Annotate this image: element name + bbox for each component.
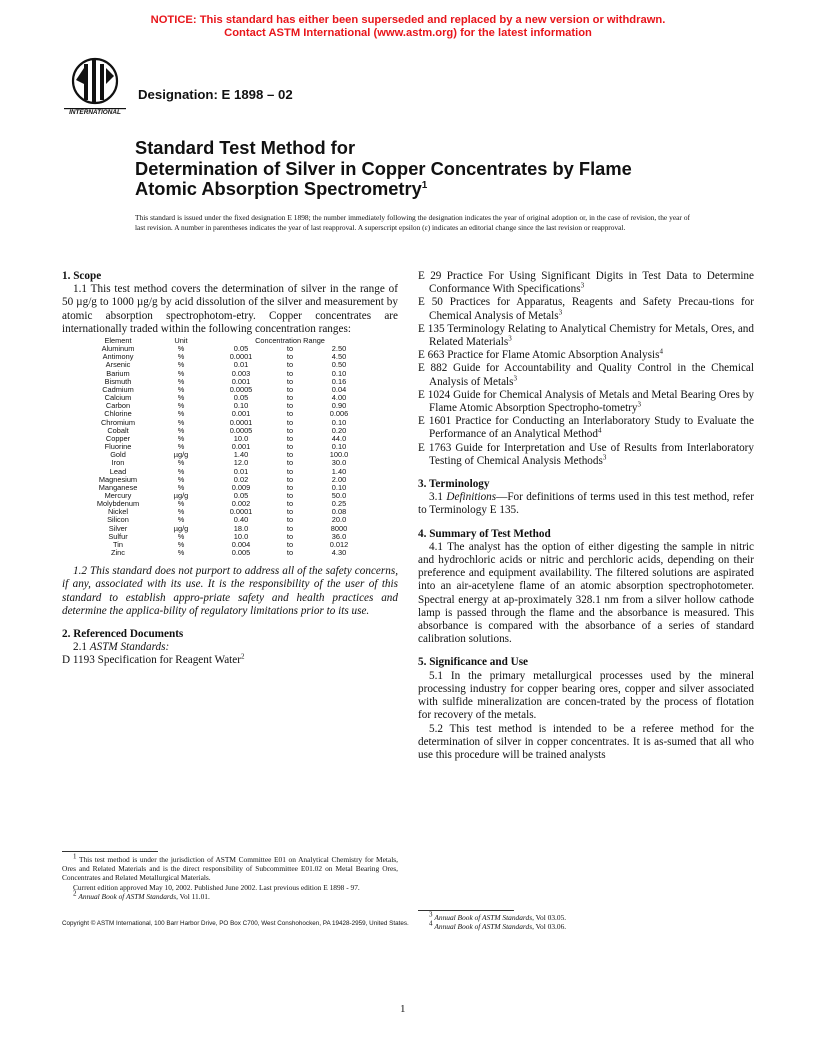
referenced-document-item: [418, 270, 754, 296]
table-cell-high: 0.25: [331, 499, 347, 509]
referenced-document-text: E 663 Practice for Flame Atomic Absorption Analysis: [418, 349, 660, 362]
table-cell-unit: %: [177, 442, 185, 452]
table-cell-unit: %: [177, 376, 185, 386]
table-cell-element: Nickel: [107, 507, 129, 517]
paragraph-2-1-text: ASTM Standards:: [89, 641, 170, 654]
reference-d1193: [62, 654, 398, 667]
table-cell-low: 0.01: [233, 360, 249, 370]
table-cell-to: to: [286, 450, 294, 460]
title-footnote-ref: 1: [421, 179, 428, 191]
table-cell-low: 0.05: [233, 344, 249, 354]
paragraph-4-1: 4.1 The analyst has the option of either digesting the sample in nitric and hydrochloric acids or nitric and perchloric acids, depending on their preference and equipment availability. The filtered solutions are aspirated into an air-acetylene flame of an atomic absorption spectrophotometer. Spectral energy at ap-proximately 328.1 nm from a silver hollow cathode lamp is passed through the flame and the absorbance is measured. This absorbance is compared with the absorbance of a series of standard calibration solutions.: [418, 540, 754, 646]
table-cell-to: to: [286, 344, 294, 354]
referenced-document-footnote-ref: 4: [659, 347, 663, 356]
referenced-document-footnote-ref: 4: [598, 426, 602, 435]
table-cell-low: 0.005: [231, 548, 251, 558]
table-cell-unit: %: [177, 344, 185, 354]
table-cell-high: 0.10: [331, 417, 347, 427]
title-line-2: Determination of Silver in Copper Concentrates by Flame: [135, 157, 632, 179]
table-cell-high: 36.0: [331, 531, 347, 541]
paragraph-5-2: 5.2 This test method is intended to be a referee method for the determination of silver in copper concentrates. It is as-sumed that all who use this procedure will be trained analysts: [418, 722, 754, 761]
table-cell-to: to: [286, 507, 294, 517]
table-cell-to: to: [286, 360, 294, 370]
header-range: Concentration Range: [255, 336, 325, 346]
table-cell-high: 20.0: [331, 515, 347, 525]
copyright: Copyright © ASTM International, 100 Barr Harbor Drive, PO Box C700, West Conshohocken, PA 19428-2959, United States.: [62, 920, 409, 927]
table-cell-unit: %: [177, 393, 185, 403]
table-cell-unit: %: [177, 360, 185, 370]
referenced-document-text: E 135 Terminology Relating to Analytical Chemistry for Metals, Ores, and Related Materials: [418, 322, 754, 349]
table-cell-to: to: [286, 531, 294, 541]
table-cell-high: 2.00: [331, 474, 347, 484]
table-cell-low: 0.002: [231, 499, 251, 509]
table-cell-unit: %: [177, 425, 185, 435]
referenced-document-item: [418, 389, 754, 415]
table-row: [86, 459, 368, 467]
referenced-document-item: [418, 442, 754, 468]
footnote-2-book: Annual Book of ASTM Standards: [78, 891, 177, 901]
table-row: [86, 541, 368, 549]
table-cell-element: Tin: [113, 539, 123, 549]
table-cell-element: Mercury: [104, 490, 132, 500]
table-cell-to: to: [286, 466, 294, 476]
table-row: [86, 533, 368, 541]
table-cell-low: 10.0: [233, 531, 249, 541]
table-cell-to: to: [286, 499, 294, 509]
table-cell-high: 30.0: [331, 458, 347, 468]
table-cell-high: 1.40: [331, 466, 347, 476]
table-cell-element: Carbon: [105, 401, 131, 411]
table-cell-unit: %: [177, 433, 185, 443]
table-cell-high: 0.20: [331, 425, 347, 435]
table-cell-element: Cadmium: [102, 384, 134, 394]
referenced-document-text: E 29 Practice For Using Significant Digits in Test Data to Determine Conformance With Specifications: [418, 270, 754, 296]
table-cell-low: 0.05: [233, 490, 249, 500]
table-row: [86, 516, 368, 524]
paragraph-3-1-text: —For definitions of terms used in this test method, refer to Terminology E 135.: [418, 491, 754, 517]
table-cell-to: to: [286, 368, 294, 378]
table-cell-unit: %: [177, 499, 185, 509]
table-cell-to: to: [286, 523, 294, 533]
footnote-3-marker: 3: [429, 910, 433, 919]
right-column: [418, 270, 754, 762]
referenced-document-item: [418, 349, 754, 362]
title-line-1: Standard Test Method for: [135, 137, 356, 158]
table-cell-low: 0.0001: [229, 352, 253, 362]
referenced-document-text: E 1763 Guide for Interpretation and Use of Results from Interlaboratory Testing of Chemical Analysis Methods: [418, 441, 754, 467]
logo-text: INTERNATIONAL: [69, 109, 121, 116]
section-4-heading: 4. Summary of Test Method: [418, 527, 551, 540]
table-cell-unit: µg/g: [173, 490, 189, 500]
table-cell-element: Magnesium: [98, 474, 138, 484]
paragraph-2-1-number: 2.1: [73, 641, 87, 654]
table-cell-low: 0.02: [233, 474, 249, 484]
table-cell-high: 4.30: [331, 548, 347, 558]
referenced-document-text: E 1601 Practice for Conducting an Interlaboratory Study to Evaluate the Performance of an Analytical Method: [418, 415, 754, 441]
footnote-3: [418, 910, 754, 922]
table-cell-high: 0.04: [331, 384, 347, 394]
table-cell-element: Chromium: [100, 417, 136, 427]
referenced-document-footnote-ref: 3: [580, 281, 585, 290]
section-1-heading: 1. Scope: [62, 270, 102, 282]
table-cell-low: 0.001: [231, 376, 251, 386]
table-row: [86, 525, 368, 533]
table-cell-low: 1.40: [233, 450, 249, 460]
table-cell-low: 0.003: [231, 368, 251, 378]
table-cell-element: Gold: [110, 450, 126, 460]
referenced-documents-list: [418, 270, 754, 468]
table-cell-unit: %: [177, 507, 185, 517]
table-cell-low: 0.0001: [229, 507, 253, 517]
table-cell-to: to: [286, 393, 294, 403]
table-cell-to: to: [286, 458, 294, 468]
notice-line-1: NOTICE: This standard has either been superseded and replaced by a new version or withdrawn.: [150, 14, 666, 26]
table-cell-high: 0.16: [331, 376, 347, 386]
table-cell-low: 18.0: [233, 523, 249, 533]
table-row: [86, 451, 368, 459]
paragraph-2-1: [62, 641, 398, 654]
table-cell-low: 0.40: [233, 515, 249, 525]
table-cell-unit: µg/g: [173, 450, 189, 460]
footnote-3-book: Annual Book of ASTM Standards: [434, 913, 533, 922]
table-cell-element: Silver: [108, 523, 128, 533]
table-cell-to: to: [286, 490, 294, 500]
footnote-2: [62, 889, 398, 901]
table-cell-element: Manganese: [98, 482, 138, 492]
referenced-document-footnote-ref: 3: [558, 307, 563, 316]
table-cell-element: Zinc: [111, 548, 125, 558]
table-cell-element: Arsenic: [105, 360, 131, 370]
table-cell-high: 0.006: [329, 409, 349, 419]
table-cell-unit: %: [177, 539, 185, 549]
table-cell-unit: %: [177, 531, 185, 541]
table-cell-element: Molybdenum: [96, 499, 140, 509]
table-cell-high: 100.0: [329, 450, 349, 460]
table-cell-high: 2.50: [331, 344, 347, 354]
table-cell-high: 0.10: [331, 482, 347, 492]
table-cell-low: 0.0001: [229, 417, 253, 427]
table-cell-unit: %: [177, 458, 185, 468]
table-cell-element: Calcium: [104, 393, 132, 403]
paragraph-1-1: 1.1 This test method covers the determination of silver in the range of 50 µg/g to 1000 µg/g by acid dissolution of the silver and measurement by atomic absorption spectrophotom-etry. Copper concentrates are internationally traded within the following concentration ranges:: [62, 283, 398, 335]
table-row: [86, 500, 368, 508]
referenced-document-text: E 882 Guide for Accountability and Quality Control in the Chemical Analysis of Metals: [418, 362, 754, 388]
paragraph-5-1: 5.1 In the primary metallurgical processes used by the mineral processing industry for copper bearing ores, copper and silver associated with sulfide mineralization are concen-trated by the process of flotation for recovery of the metals.: [418, 669, 754, 722]
table-cell-element: Fluorine: [104, 442, 132, 452]
table-cell-element: Copper: [105, 433, 131, 443]
section-5-heading: 5. Significance and Use: [418, 656, 529, 669]
table-cell-element: Bismuth: [104, 376, 132, 386]
table-row: [86, 443, 368, 451]
table-cell-high: 0.08: [331, 507, 347, 517]
table-cell-low: 10.0: [233, 433, 249, 443]
table-cell-high: 4.50: [331, 352, 347, 362]
table-cell-element: Lead: [109, 466, 127, 476]
paragraph-3-1: [418, 491, 754, 517]
table-row: [86, 549, 368, 557]
referenced-document-item: [418, 362, 754, 388]
table-cell-to: to: [286, 352, 294, 362]
page-number: 1: [400, 1003, 406, 1015]
table-cell-unit: %: [177, 482, 185, 492]
table-cell-high: 44.0: [331, 433, 347, 443]
referenced-document-footnote-ref: 3: [508, 334, 512, 343]
notice-line-2: Contact ASTM International (www.astm.org) for the latest information: [224, 27, 592, 39]
reference-d1193-footnote-ref: 2: [240, 652, 245, 661]
table-cell-unit: µg/g: [173, 523, 189, 533]
paragraph-1-2: 1.2 This standard does not purport to address all of the safety concerns, if any, associated with its use. It is the responsibility of the user of this standard to establish appro-priate safety and health practices and determine the applica-bility of regulatory limitations prior to its use.: [62, 565, 398, 617]
table-cell-unit: %: [177, 548, 185, 558]
table-cell-low: 0.009: [231, 482, 251, 492]
table-cell-element: Sulfur: [108, 531, 128, 541]
table-cell-to: to: [286, 401, 294, 411]
footnote-4-volume: , Vol 03.06.: [532, 922, 567, 932]
section-3-heading: 3. Terminology: [418, 478, 490, 491]
table-cell-low: 12.0: [233, 458, 249, 468]
table-cell-element: Antimony: [102, 352, 134, 362]
referenced-document-item: [418, 323, 754, 349]
table-cell-to: to: [286, 433, 294, 443]
table-cell-element: Iron: [111, 458, 125, 468]
withdrawal-notice: [0, 14, 816, 40]
table-cell-to: to: [286, 474, 294, 484]
table-cell-to: to: [286, 482, 294, 492]
table-cell-unit: %: [177, 401, 185, 411]
document-title: [135, 138, 735, 200]
referenced-document-text: E 50 Practices for Apparatus, Reagents and Safety Precau-tions for Chemical Analysis of Metals: [418, 296, 754, 322]
issued-note: This standard is issued under the fixed designation E 1898; the number immediately following the designation indicates the year of original adoption or, in the case of revision, the year of last revision. A number in parentheses indicates the year of last reapproval. A superscript epsilon (ε) indicates an editorial change since the last revision or reapproval.: [135, 213, 690, 233]
title-line-3-text: Atomic Absorption Spectrometry: [135, 178, 422, 199]
referenced-document-item: [418, 415, 754, 441]
table-cell-low: 0.0005: [229, 384, 253, 394]
table-cell-to: to: [286, 515, 294, 525]
header-unit: Unit: [174, 336, 188, 346]
referenced-document-item: [418, 296, 754, 322]
table-cell-high: 0.10: [331, 368, 347, 378]
footnote-1-edition: Current edition approved May 10, 2002. Published June 2002. Last previous edition E 1898 - 97.: [73, 882, 360, 892]
designation: Designation: E 1898 – 02: [138, 87, 293, 102]
table-cell-unit: %: [177, 474, 185, 484]
table-cell-to: to: [286, 425, 294, 435]
footnote-1: [62, 852, 399, 883]
table-cell-high: 50.0: [331, 490, 347, 500]
table-cell-element: Silicon: [107, 515, 129, 525]
referenced-document-text: E 1024 Guide for Chemical Analysis of Metals and Metal Bearing Ores by Flame Atomic Absorption Spectropho-tometry: [418, 388, 754, 415]
table-cell-element: Aluminum: [101, 344, 135, 354]
referenced-document-footnote-ref: 3: [513, 373, 518, 382]
footnote-3-volume: , Vol 03.05.: [532, 913, 567, 922]
footnote-2-marker: 2: [73, 889, 77, 898]
table-cell-to: to: [286, 548, 294, 558]
table-cell-element: Chlorine: [104, 409, 132, 419]
table-cell-low: 0.10: [233, 401, 249, 411]
table-cell-low: 0.0005: [229, 425, 253, 435]
section-2-heading: 2. Referenced Documents: [62, 628, 184, 641]
table-cell-unit: %: [177, 515, 185, 525]
footnote-4-marker: 4: [429, 919, 433, 928]
table-cell-unit: %: [177, 384, 185, 394]
footnote-1-text: This test method is under the jurisdiction of ASTM Committee E01 on Analytical Chemistry for Metals, Ores and Related Materials and is the direct responsibility of Subcommittee E01.02 on Metal Bearing Ores, Concentrates and Related Metallurgical Materials.: [62, 855, 399, 883]
header-element: Element: [104, 336, 132, 346]
table-cell-high: 0.50: [331, 360, 347, 370]
footnotes-right: [418, 910, 754, 932]
table-cell-unit: %: [177, 368, 185, 378]
footnote-2-volume: , Vol 11.01.: [176, 891, 210, 901]
referenced-document-footnote-ref: 3: [602, 453, 607, 462]
table-cell-high: 0.10: [331, 442, 347, 452]
table-cell-low: 0.01: [233, 466, 249, 476]
left-column: [62, 270, 398, 668]
table-cell-to: to: [286, 376, 294, 386]
table-cell-unit: %: [177, 466, 185, 476]
footnote-1-marker: 1: [73, 852, 77, 861]
paragraph-3-1-term: Definitions: [446, 491, 497, 504]
referenced-document-footnote-ref: 3: [637, 400, 641, 409]
footnotes-left: [62, 852, 399, 901]
table-cell-unit: %: [177, 352, 185, 362]
table-cell-to: to: [286, 417, 294, 427]
astm-logo: [62, 56, 128, 120]
table-cell-high: 0.012: [329, 539, 349, 549]
table-body: [86, 345, 368, 557]
concentration-table: [86, 337, 368, 557]
table-cell-low: 0.001: [231, 442, 251, 452]
reference-d1193-text: D 1193 Specification for Reagent Water: [62, 654, 241, 667]
table-cell-unit: %: [177, 409, 185, 419]
footnote-4-book: Annual Book of ASTM Standards: [434, 922, 533, 932]
table-cell-high: 0.90: [331, 401, 347, 411]
table-cell-low: 0.004: [231, 539, 251, 549]
table-cell-element: Barium: [106, 368, 130, 378]
table-cell-low: 0.001: [231, 409, 251, 419]
title-line-3: [135, 179, 735, 200]
table-cell-low: 0.05: [233, 393, 249, 403]
table-cell-high: 8000: [330, 523, 348, 533]
table-cell-element: Cobalt: [107, 425, 129, 435]
table-cell-unit: %: [177, 417, 185, 427]
table-cell-to: to: [286, 442, 294, 452]
table-cell-to: to: [286, 384, 294, 394]
paragraph-3-1-number: 3.1: [429, 491, 443, 504]
footnote-4: [418, 919, 754, 932]
table-cell-to: to: [286, 409, 294, 419]
table-cell-high: 4.00: [331, 393, 347, 403]
table-cell-to: to: [286, 539, 294, 549]
